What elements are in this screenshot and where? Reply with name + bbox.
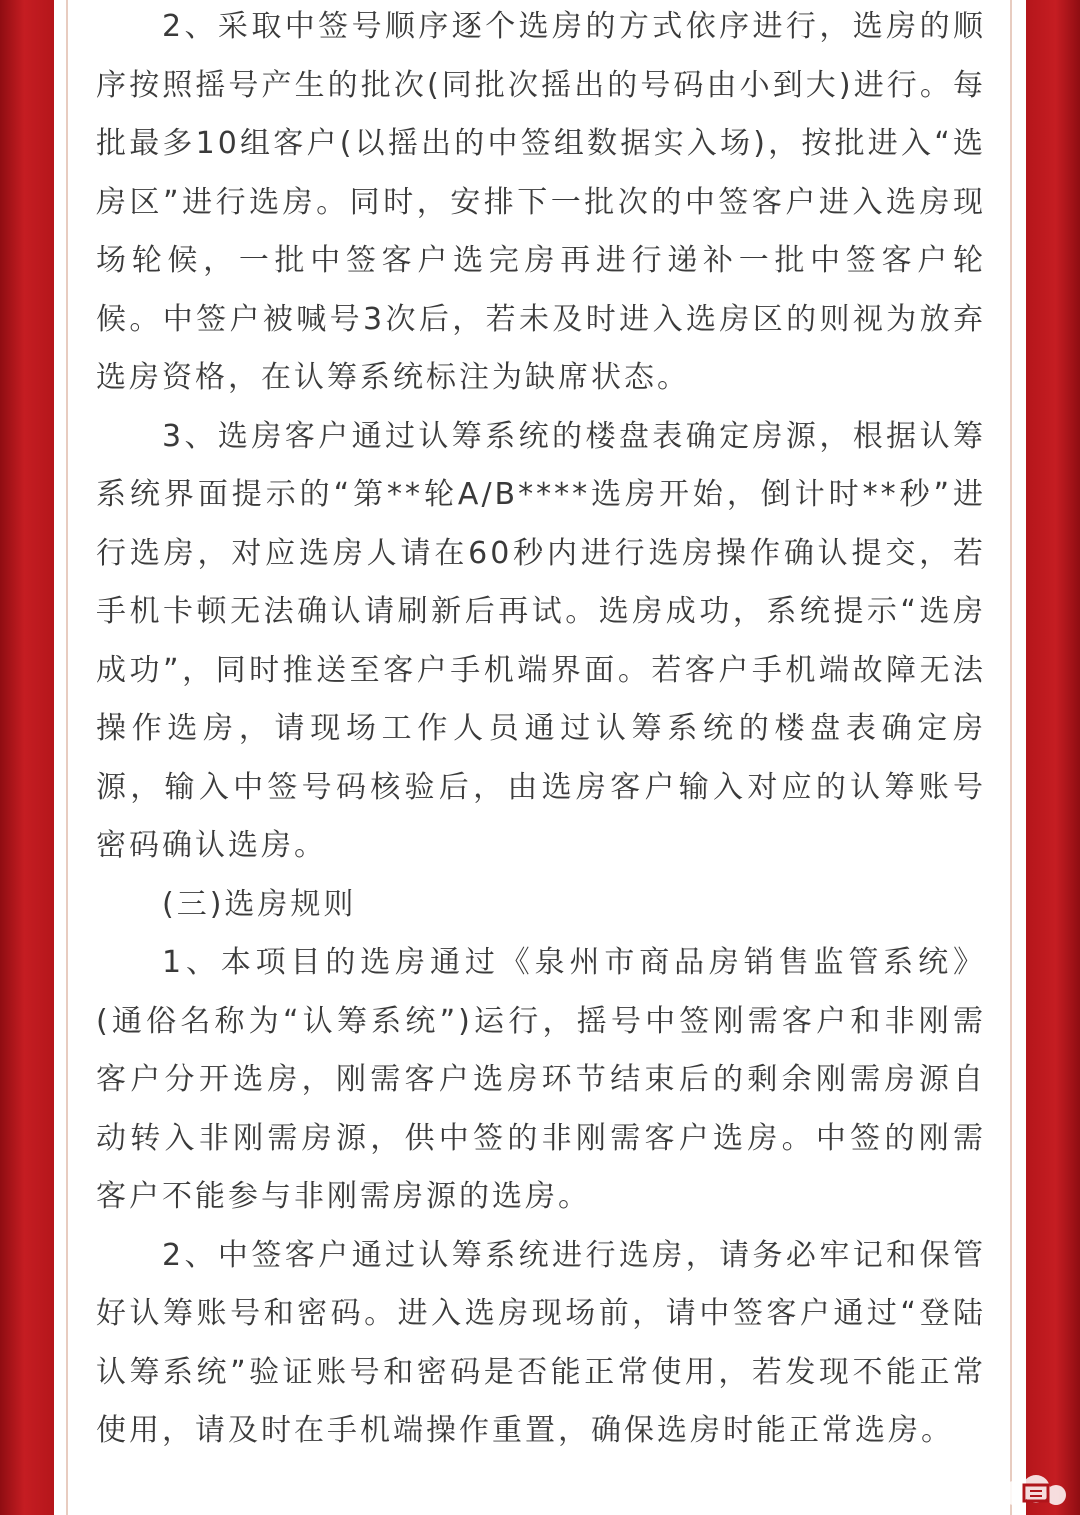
right-red-frame [1026,0,1080,1515]
section-heading-rules: (三)选房规则 [162,886,357,922]
left-red-frame [0,0,54,1515]
watermark-logo-icon [994,1471,1074,1511]
paragraph-rule-1: 1、本项目的选房通过《泉州市商品房销售监管系统》(通俗名称为“认筹系统”)运行，摇号中签刚需客户和非刚需客户分开选房，刚需客户选房环节结束后的剩余刚需房源自动转入非刚需房源，供中签的非刚需客户选房。中签的刚需客户不能参与非刚需房源的选房。 [96,945,986,1214]
document-body [96,0,986,1461]
paragraph-selection-order: 2、采取中签号顺序逐个选房的方式依序进行，选房的顺序按照摇号产生的批次(同批次摇出的号码由小到大)进行。每批最多10组客户(以摇出的中签组数据实入场)，按批进入“选房区”进行选房。同时，安排下一批次的中签客户进入选房现场轮候，一批中签客户选完房再进行递补一批中签客户轮候。中签户被喊号3次后，若未及时进入选房区的则视为放弃选房资格，在认筹系统标注为缺席状态。 [96,9,986,395]
document-paper [54,0,1026,1515]
paragraph-selection-procedure: 3、选房客户通过认筹系统的楼盘表确定房源，根据认筹系统界面提示的“第**轮A/B****选房开始，倒计时**秒”进行选房，对应选房人请在60秒内进行选房操作确认提交，若手机卡顿无法确认请刷新后再试。选房成功，系统提示“选房成功”，同时推送至客户手机端界面。若客户手机端故障无法操作选房，请现场工作人员通过认筹系统的楼盘表确定房源，输入中签号码核验后，由选房客户输入对应的认筹账号密码确认选房。 [96,418,986,863]
paragraph-rule-2: 2、中签客户通过认筹系统进行选房，请务必牢记和保管好认筹账号和密码。进入选房现场前，请中签客户通过“登陆认筹系统”验证账号和密码是否能正常使用，若发现不能正常使用，请及时在手机端操作重置，确保选房时能正常选房。 [96,1237,986,1448]
